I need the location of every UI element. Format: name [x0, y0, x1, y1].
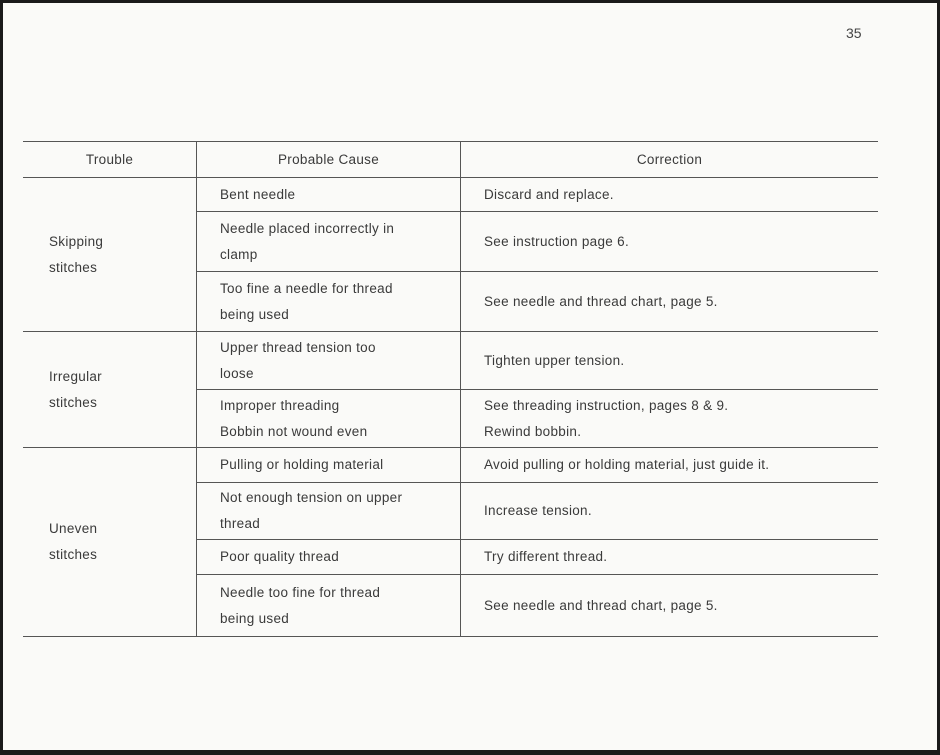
header-trouble: Trouble: [85, 151, 134, 167]
correction-cell: Avoid pulling or holding material, just guide it.: [484, 457, 770, 472]
correction-cell: See instruction page 6.: [484, 233, 629, 249]
manual-page: [3, 3, 937, 750]
trouble-skipping-stitches: Skipping stitches: [49, 233, 104, 275]
cause-cell: Pulling or holding material: [220, 457, 384, 472]
cause-cell: Bent needle: [220, 186, 296, 202]
header-correction: Correction: [636, 151, 703, 167]
cause-cell: Poor quality thread: [220, 549, 340, 564]
cause-cell: Upper thread tension too loose: [220, 339, 376, 381]
cause-cell: Too fine a needle for thread being used: [220, 280, 393, 322]
header-probable-cause: Probable Cause: [277, 151, 379, 167]
page-number: 35: [846, 25, 862, 41]
correction-cell: See needle and thread chart, page 5.: [484, 293, 718, 309]
correction-cell: Try different thread.: [484, 549, 608, 564]
correction-cell: Discard and replace.: [484, 186, 614, 202]
correction-cell: Increase tension.: [484, 503, 592, 518]
correction-cell: Tighten upper tension.: [484, 352, 625, 368]
correction-cell: See needle and thread chart, page 5.: [484, 597, 718, 613]
trouble-irregular-stitches: Irregular stitches: [49, 368, 102, 410]
table-bottom-rule: [23, 636, 878, 637]
cause-cell: Not enough tension on upper thread: [220, 490, 403, 531]
troubleshooting-table: [23, 141, 878, 637]
cause-cell: Improper threading Bobbin not wound even: [220, 397, 368, 439]
trouble-uneven-stitches: Uneven stitches: [49, 521, 98, 562]
cause-cell: Needle too fine for thread being used: [220, 584, 381, 626]
correction-cell: See threading instruction, pages 8 & 9. Rewind bobbin.: [484, 397, 729, 439]
cause-cell: Needle placed incorrectly in clamp: [220, 220, 395, 262]
